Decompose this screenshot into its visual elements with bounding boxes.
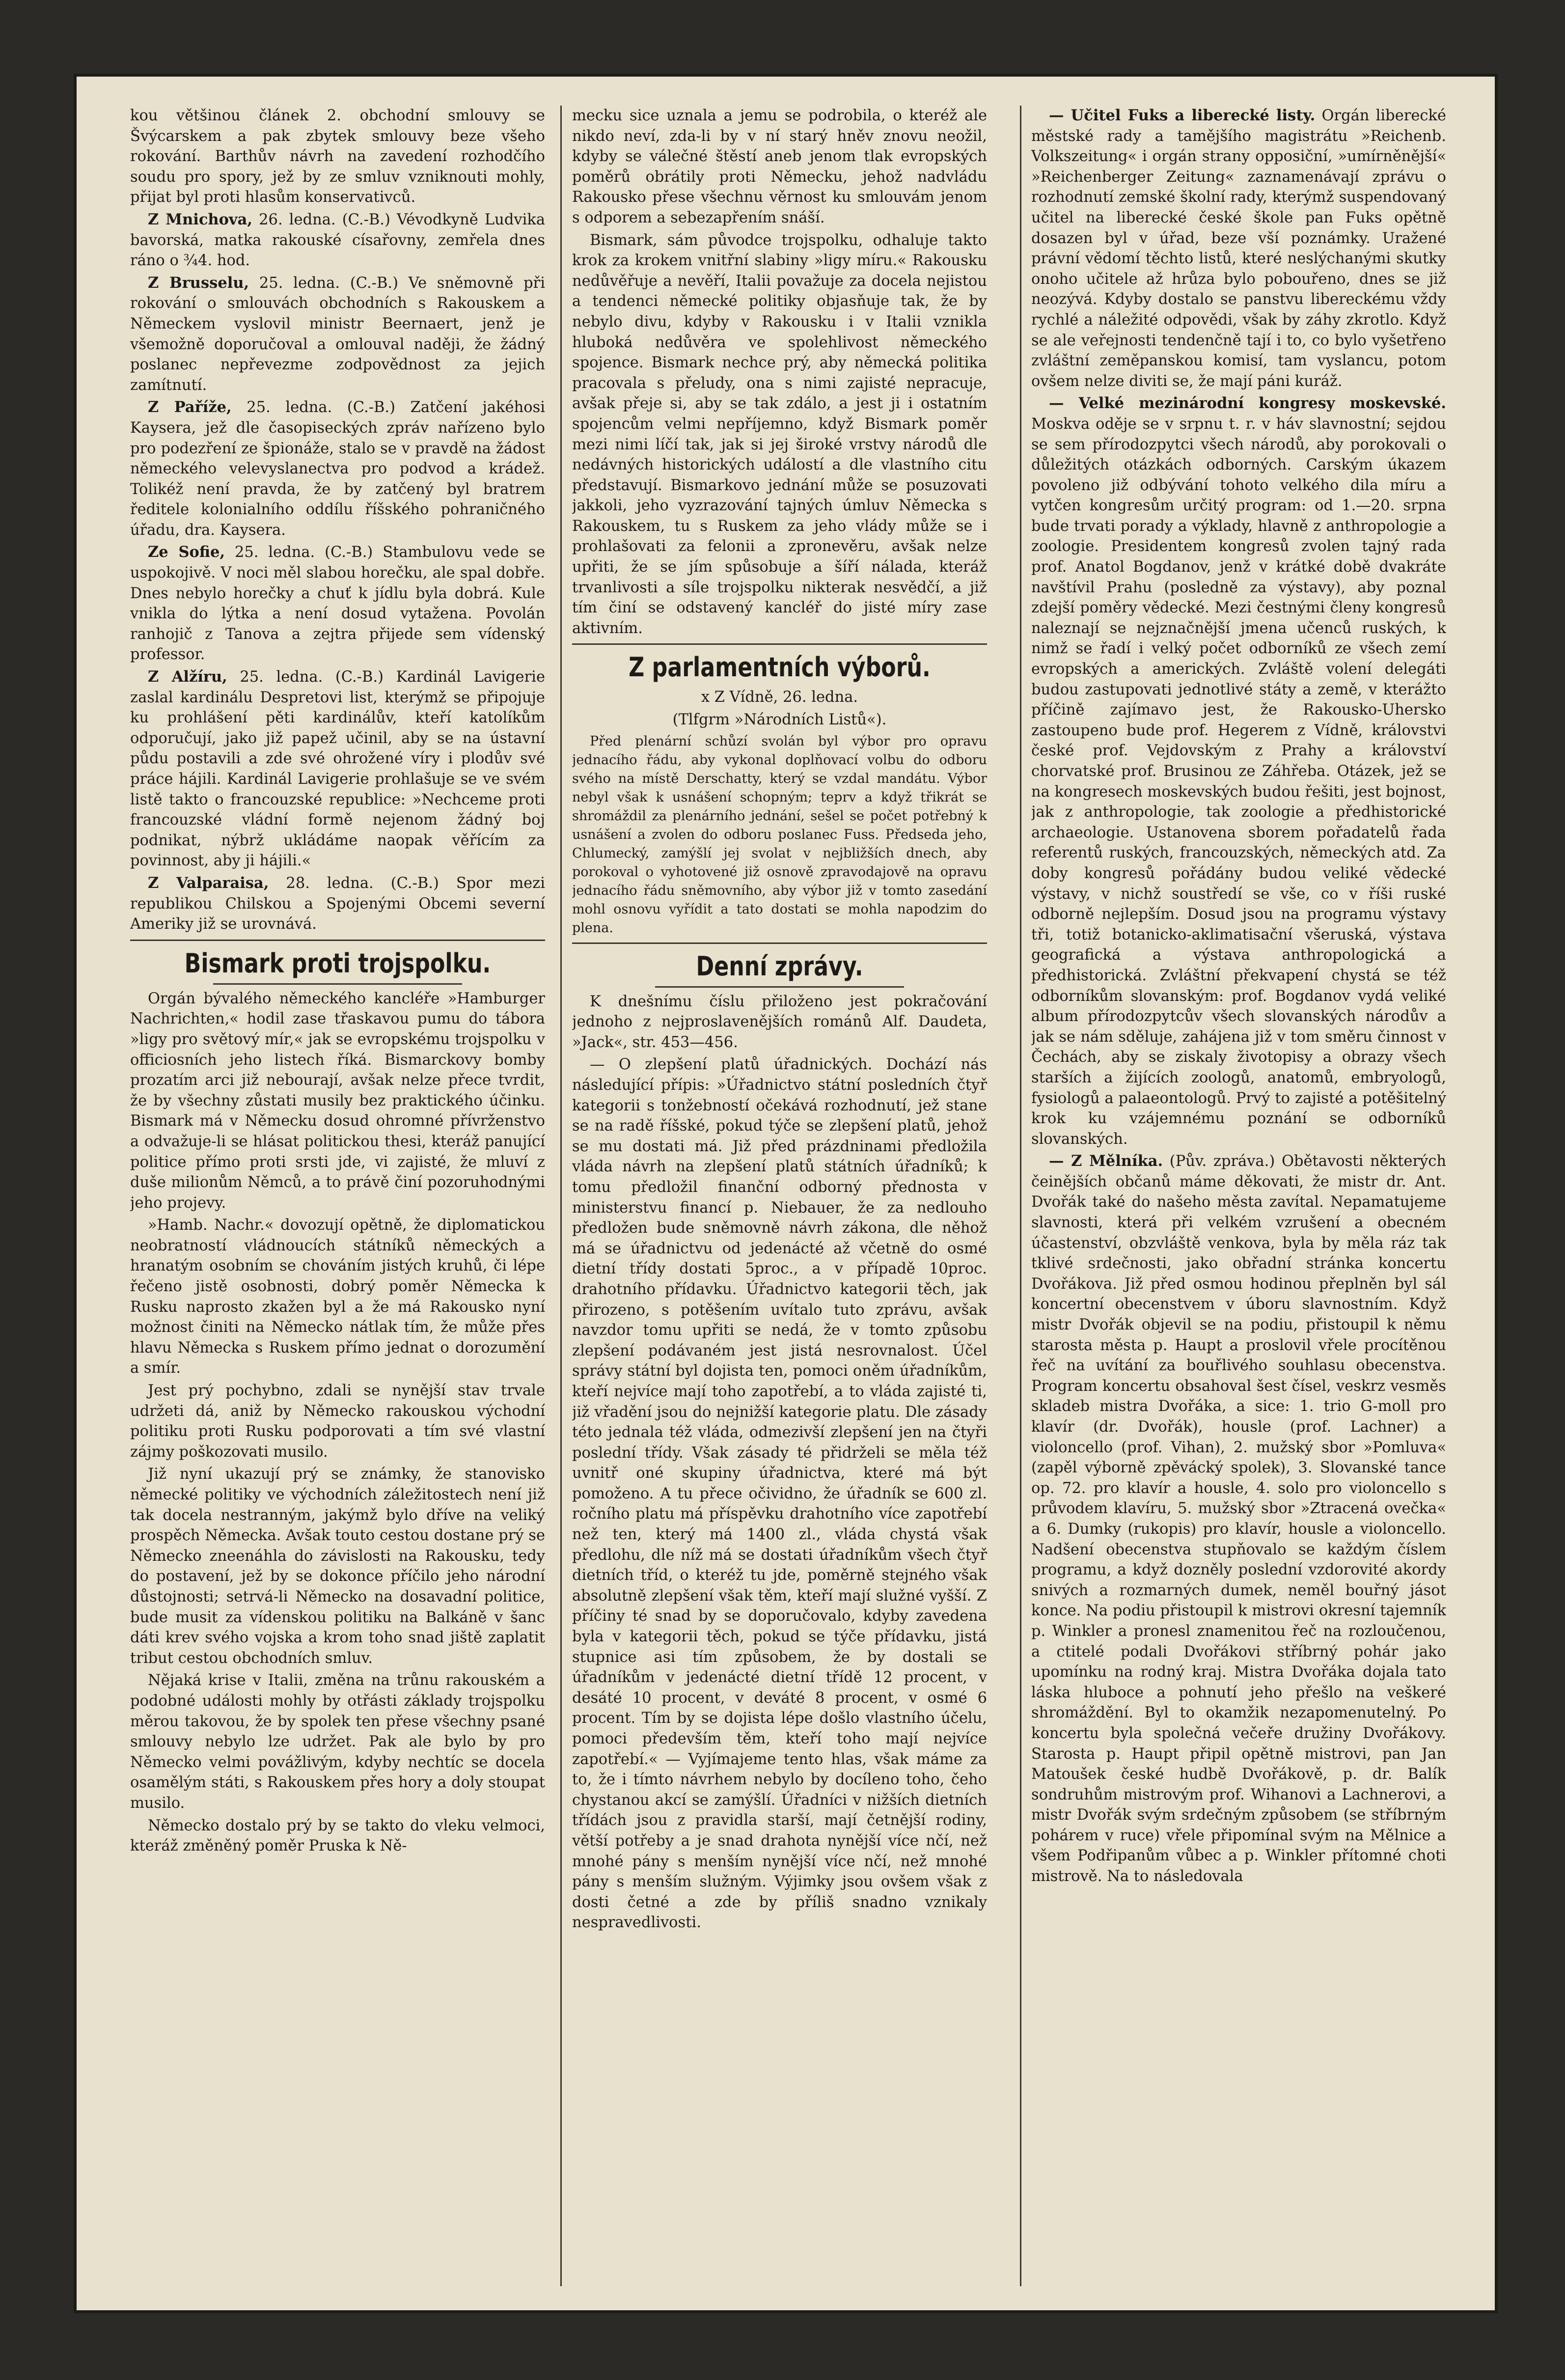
section-heading-daily-news: Denní zprávy. <box>696 950 863 982</box>
paragraph: kou většinou článek 2. obchodní smlouvy se Švýcarskem a pak zbytek smlouvy beze všeho rokování. Barthův návrh na zavedení rozhodčího soudu pro spory, jež by ze smluv vzniknouti mohly, přijat byl proti hlasům konservativců. <box>130 107 545 206</box>
news-text: Orgán liberecké městské rady a tamějšího magistrátu »Reichenb. Volkszeitung« i orgán strany opposiční, »umírněnější« »Reichenberger Zeitung« zaznamenávají zprávu o rozhodnutí zemské školní rady, kterýmž suspendovaný učitel na liberecké české škole pan Fuks opětně dosazen byl v úřad, beze vší poznámky. Uražené právní vědomí těchto listů, které neslýchanými skutky onoho učitele až hrůza bylo pobouřeno, dnes se již neozývá. Kdyby dostalo se panstvu libereckému vždy rychlé a náležité odpovědi, však by záhy zkrotlo. Když se ale veřejnosti tendenčně tají i to, co bylo vyšetřeno zvláštní zeměpanskou komisí, tam vyslancu, potom ovšem nelze diviti se, že mají páni kuráž. <box>1031 107 1446 390</box>
news-item <box>130 667 545 871</box>
paragraph: — O zlepšení platů úřadnických. Dochází nás následující přípis: »Úřadnictvo státní posledních čtyř kategorii s tonžebností očekává rozhodnutí, jež stane se na radě říšské, pokud týče se zlepšení platů, jehož se mu dostati má. Již před prázdninami předložila vláda návrh na zlepšení platů státních úřadníků; k tomu předložil finanční odborný přednosta v ministerstvu financí p. Niebauer, že za nedlouho předložen bude sněmovně návrh zákona, dle něhož má se úřadnictvu od jedenácté až včetně do osmé dietní třídy dostati 5proc., a v případě 10proc. drahotního přídavku. Úřadnictvo kategorii těch, jak přirozeno, s potěšením uvítalo tuto zprávu, avšak navzdor tomu upřiti se nedá, že v tomto způsobu zlepšení podávaném jest jistá nesrovnalost. Účel správy státní byl dojista ten, pomoci oněm úřadníkům, kteří nejvíce mají toho zapotřebí, a to vláda zajisté ti, již vřadění jsou do nejnižší kategorie platu. Dle zásady této jednala též vláda, odmezivší zlepšení jen na čtyři poslední třídy. Však zásady té přidrželi se měla též uvnitř oné skupiny úřadnictva, které má být pomoženo. A tu přece očividno, že úřadník se 600 zl. ročního platu má příspěvku drahotního více zapotřebí než ten, který má 1400 zl., vláda chystá však předlohu, dle níž má se dostati úřadníkům všech čtyř dietních tříd, o kteréž tu jde, poměrně stejného však absolutně zlepšení však těm, kteří mají služné vyšší. Z příčiny té snad by se doporučovalo, kdyby zavedena byla v kategorii těch, pokud se týče přídavku, jistá stupnice asi tím způsobem, že by dostali se úřadníkům v jedenácté dietní třídě 12 procent, v desáté 10 procent, v deváté 8 procent, v osmé 6 procent. Tím by se dojista lépe došlo vlastního účelu, pomoci především těm, kteří toho mají nejvíce zapotřebí.« — Vyjímajeme tento hlas, však máme za to, že i tímto návrhem nebylo by docíleno toho, čeho chystanou akcí se zamýšlí. Úřadníci v nižších dietních třídách jsou z pravidla starší, mají četnější rodiny, větší potřeby a je snad drahota nynější více nčí, než mnohé pány s menším nynější více nčí, než mnohé pány s menším služným. Výjimky jsou ovšem však z dosti četné a zde by příliš snadno vznikaly nespravedlivosti. <box>572 1056 987 1932</box>
news-text: 25. ledna. (C.-B.) Ve sněmovně při rokování o smlouvách obchodních s Rakouskem a Německem vyslovil ministr Beernaert, jenž je všemožně doporučoval a omlouval naději, že žádný poslanec nepřevezme zodpovědnost za jejich zamítnutí. <box>130 274 545 394</box>
paragraph: Jest prý pochybno, zdali se nynější stav trvale udržeti dá, aniž by Německo rakouskou východní politiku proti Rusku podporovati a tím své vlastní zájmy poškozovati musilo. <box>130 1382 545 1461</box>
news-item <box>130 873 545 935</box>
news-item <box>1031 106 1446 391</box>
paragraph: Nějaká krise v Italii, změna na trůnu rakouském a podobné události mohly by otřásti základy trojspolku měrou takovou, že by spolek ten přese všechny psané smlouvy nebylo lze udržet. Pak ale bylo by pro Německo velmi povážlivým, kdyby nechtíc se docela osamělým státi, s Rakouskem přes hory a doly stoupat musilo. <box>130 1672 545 1812</box>
column-3 <box>1031 106 1446 2267</box>
news-text: Moskva oděje se v srpnu t. r. v háv slavnostní; sejdou se sem přírodozpytci všech národů, aby porokovali o důležitých otázkách odborných. Carským úkazem povoleno již odbývání tohoto velkého dila míru a vytčen kongresům určitý program: od 1.—20. srpna bude trvati porady a výklady, hlavně z anthropologie a zoologie. Presidentem kongresů zvolen tajný rada prof. Anatol Bogdanov, jenž v krátké době dvakráte navštívil Prahu (posledně za výstavy), aby poznal zdejší poměry vědecké. Mezi čestnými členy kongresů naleznají se nejznačnější jmena učenců ruských, k nimž se řadí i velký počet odborníků ze všech zemí evropských a amerických. Zvláště volení delegáti budou zastupovati jednotlivé státy a země, v kterážto příčině zajímavo jest, že Rakousko-Uhersko zastoupeno bude prof. Hegerem z Vídně, královstvi české prof. Vejdovským z Prahy a království chorvatské prof. Brusinou ze Záhřeba. Otázek, jež se na kongresech moskevských budou řešiti, jest bojnost, jak z anthropologie, tak zoologie a předhistorické archaeologie. Ustanovena sborem pořadatelů řada referentů ruských, francouzských, německých atd. Za doby kongresů pořádány budou veliké vědecké výstavy, v nichž soustředí se vše, co v říši ruské odborně nejlepším. Dosud jsou na programu výstavy tři, totiž botanicko-aklimatisační všeruská, výstava geografická a výstava anthropologická a předhistorická. Zvláštní překvapení chystá se též odborníkům slovanským: prof. Bogdanov vydá veliké album přírodozpytcův všech slovanských národův a jak se nám sděluje, zahájena již v tom směru činnost v Čechách, aby se ziskaly životopisy a obrazy všech starších a žijících zoologů, anatomů, embryologů, fysiologů a palaeontologů. Prvý to zajisté a potěšitelný krok ku vzájemnému poznání se odborníků slovanských. <box>1031 415 1446 1148</box>
dateline: Z Paříže, <box>148 398 232 416</box>
dateline: Ze Sofie, <box>148 543 225 561</box>
divider <box>572 942 987 944</box>
news-item <box>130 397 545 540</box>
paragraph: »Hamb. Nachr.« dovozují opětně, že diplomatickou neobratností vládnoucích státníků německých a hranatým osobním se chováním jistých kruhů, či lépe řečeno jistě osobnosti, dobrý poměr Německa k Rusku naprosto zkažen byl a že má Rakousko nyní možnost činiti na Německo nátlak tím, že může přes hlavu Německa s Ruskem přímo jednat o dorozumění a smír. <box>130 1217 545 1377</box>
news-text: 25. ledna. (C.-B.) Zatčení jakéhosi Kaysera, jež dle časopiseckých zpráv nařízeno bylo pro podezření ze špionáže, stalo se v pravdě na žádost německého velevyslanectva pro podvod a krádež. Tolikéž není pravda, že by zatčený byl bratrem ředitele kolonialního oddílu říšského pohraničného úřadu, dra. Kaysera. <box>130 399 545 539</box>
dateline: Z Alžíru, <box>148 668 227 686</box>
newspaper-page <box>130 106 1481 2301</box>
news-item <box>1031 1151 1446 1886</box>
item-title: — Z Mělníka. <box>1049 1152 1163 1170</box>
news-item <box>130 542 545 665</box>
news-item <box>130 210 545 271</box>
news-text: 26. ledna. (C.-B.) Vévodkyně Ludvika bavorská, matka rakouské císařovny, zemřela dnes ráno o ¾4. hod. <box>130 211 545 270</box>
dateline: Z Brusselu, <box>148 274 249 292</box>
column-rule <box>1020 106 1021 2286</box>
dateline: Z Mnichova, <box>148 210 253 228</box>
news-text: 25. ledna. (C.-B.) Kardinál Lavigerie zaslal kardinálu Despretovi list, kterýmž se připojuje ku prohlášení pěti kardinálův, kteří katolíkům odporučují, jako již papež učinil, aby se na ústavní půdu postavili a zde své ohrožené víry i plodův své práce hájili. Kardinál Lavigerie prohlašuje se ve svém listě takto o francouzské republice: »Nechceme proti francouzské vládní formě nejenom žádný boj podnikat, nýbrž ukládáme naopak věřícím za povinnost, aby ji hájili.« <box>130 668 545 870</box>
dateline: Z Valparaisa, <box>148 874 269 892</box>
news-item <box>130 273 545 396</box>
divider <box>130 940 545 941</box>
section-heading-parliament: Z parlamentních výborů. <box>629 652 931 683</box>
column-2 <box>572 106 987 2267</box>
section-heading-bismark: Bismark proti trojspolku. <box>184 947 491 979</box>
news-item <box>1031 393 1446 1149</box>
paragraph: Německo dostalo prý by se takto do vleku velmoci, kteráž změněný poměr Pruska k Ně- <box>130 1817 545 1855</box>
paragraph: Bismark, sám původce trojspolku, odhaluje takto krok za krokem vnitřní slabiny »ligy míru.« Rakousku nedůvěřuje a nevěří, Italii považuje za docela nejistou a tendenci německé politiky objasňuje tak, že by nebylo divu, kdyby v Rakousku i v Italii vznikla hluboká nedůvěra ve spolehlivost německého spojence. Bismark nechce prý, aby německá politika pracovala s přeludy, ona s nimi zajisté nepracuje, avšak přeje si, aby se tak zdálo, a jest ji i ostatním spojencům velmi nepříjemno, když Bismark poměr mezi nimi líčí tak, jak si jej široké vrstvy národů dle nedávných historických událostí a dle vlastního citu představují. Bismarkovo jednání může se posuzovati jakkoli, jeho vyzrazování tajných úmluv Německa s Rakouskem, tu s Ruskem za jeho vlády může se i prohlašovati za felonii a zpronevěru, avšak nelze upřiti, že se jím spůsobuje a šíří nálada, kteráž trvanlivosti a síle trojspolku nikterak nesvědčí, a již tím činí se odstavený kancléř do jisté míry zase aktivním. <box>572 231 987 637</box>
telegram-source: (Tlfgrm »Národních Listů«). <box>672 711 887 729</box>
divider <box>213 983 462 985</box>
news-text: 25. ledna. (C.-B.) Stambulovu vede se uspokojivě. V noci měl slabou horečku, ale spal dobře. Dnes nebylo horečky a chuť k jídlu byla dobrá. Kule vnikla do lýtka a není dosud vytažena. Povolán ranhojič z Tanova a zejtra přijede sem vídenský professor. <box>130 544 545 664</box>
paragraph: K dnešnímu číslu přiloženo jest pokračování jednoho z nejproslavenějších románů Alf. Daudeta, »Jack«, str. 453—456. <box>572 993 987 1051</box>
column-1 <box>130 106 545 2267</box>
paragraph: Před plenární schůzí svolán byl výbor pro opravu jednacího řádu, aby vykonal doplňovací volbu do odboru svého na místě Derschatty, který se vzdal mandátu. Výbor nebyl však k usnášení schopným; teprv a když třikrát se shromáždil za plenárního jednání, sešel se počet potřebný k usnášení a zvolen do odboru poslanec Fuss. Předseda jeho, Chlumecký, zamýšlí jej svolat v nejbližších dnech, aby porokoval o vyhotovené již osnově zpravodajově na opravu jednacího řádu sněmovního, aby výbor již v tomto zasedání mohl osnovu vyřídit a tato dostati se mohla napodzim do plena. <box>572 733 987 936</box>
item-title: — Učitel Fuks a liberecké listy. <box>1049 107 1316 124</box>
item-title: — Velké mezinárodní kongresy moskevské. <box>1049 394 1446 413</box>
news-text: (Pův. zpráva.) Obětavosti některých čeinějších občanů máme děkovati, že mistr dr. Ant. Dvořák také do našeho města zavítal. Nepamatujeme slavnosti, která při velkém vzrušení a obecném účastenství, obzvláště venkova, byla by měla ráz tak tklivé srdečnosti, jako obřadní stránka koncertu Dvořákova. Již před osmou hodinou přeplněn byl sál koncertní obecenstvem v úboru slavnostním. Když mistr Dvořák objevil se na podiu, přistoupil k němu starosta města p. Haupt a proslovil vřele procítěnou řeč na uvítání za bouřlivého souhlasu obecenstva. Program koncertu obsahoval šest čísel, veskrz vesměs skladeb mistra Dvořáka, a sice: 1. trio G-moll pro klavír (dr. Dvořák), housle (prof. Lachner) a violoncello (prof. Vihan), 2. mužský sbor »Pomluva« (zapěl výborně zpěvácký spolek), 3. Slovanské tance op. 72. pro klavír a housle, 4. solo pro violoncello s průvodem klavíru, 5. mužský sbor »Ztracená ovečka« a 6. Dumky (rukopis) pro klavír, housle a violoncello. Nadšení obecenstva stupňovalo se každým číslem programu, a když dozněly poslední vzdorovité akordy snivých a rozmarných dumek, neměl bouřný jásot konce. Na podiu přistoupil k mistrovi okresní tajemník p. Winkler a pronesl znamenitou řeč na rozloučenou, a ctitelé podali Dvořákovi stříbrný pohár jako upomínku na rodný kraj. Mistra Dvořáka dojala tato láska hluboce a pohnutí jeho přešlo na veškeré shromáždění. Byl to okamžik nezapomenutelný. Po koncertu byla společná večeře družiny Dvořákovy. Starosta p. Haupt připil opětně mistrovi, pan Jan Matoušek české hudbě Dvořákově, p. dr. Balík sondruhům mistrovým prof. Wihanovi a Lachnerovi, a mistr Dvořák svým srdečným způsobem (se stříbrným pohárem v ruce) vřele připomínal svým na Mělnice a všem Podřipanům vůbec a p. Winkler přítomné choti mistrově. Na to následovala <box>1031 1153 1446 1885</box>
paragraph: Již nyní ukazují prý se známky, že stanovisko německé politiky ve východních záležitostech není již tak docela nestranným, jakýmž bylo dříve na veliký prospěch Německa. Avšak touto cestou dostane prý se Německo zneenáhla do závislosti na Rakousku, tedy do postavení, jež by se dokonce příčilo jeho národní důstojnosti; setrvá-li Německo na dosavadní politice, bude musit za vídenskou politiku na Balkáně v šanc dáti krev svého vojska a krom toho snad jiště zaplatit tribut cestou obchodních smluv. <box>130 1466 545 1667</box>
dateline: x Z Vídně, 26. ledna. <box>701 689 858 706</box>
paragraph: mecku sice uznala a jemu se podrobila, o kteréž ale nikdo neví, zda-li by v ní starý hněv znovu neožil, kdyby se válečné štěstí aneb jenom tlak evropských poměrů obrátily proti Německu, jehož nadvládu Rakousko přese všechnu věrnost ku smlouvám jenom s odporem a sebezapřením snáší. <box>572 107 987 226</box>
column-rule <box>560 106 562 2286</box>
paragraph: Orgán bývalého německého kancléře »Hamburger Nachrichten,« hodil zase třaskavou pumu do tábora »ligy pro světový mír,« jak se evropskému trojspolku v officiosních jeho listech říká. Bismarckovy bomby prozatím arci již nebourají, avšak nelze přece tvrdit, že by všechny zůstati musily bez praktického účinku. Bismark má v Německu dosud ohromné přívrženstvo a odvažuje-li se hlásat politickou thesi, kteráž panující politice přímo proti srsti jde, vi zajisté, že mluví z duše milionům Němců, a to právě činí pozoruhodnými jeho projevy. <box>130 990 545 1212</box>
divider <box>655 986 904 988</box>
divider <box>572 643 987 645</box>
news-text: 28. ledna. (C.-B.) Spor mezi republikou Chilskou a Spojenými Obcemi severní Ameriky již se urovnává. <box>130 874 545 933</box>
